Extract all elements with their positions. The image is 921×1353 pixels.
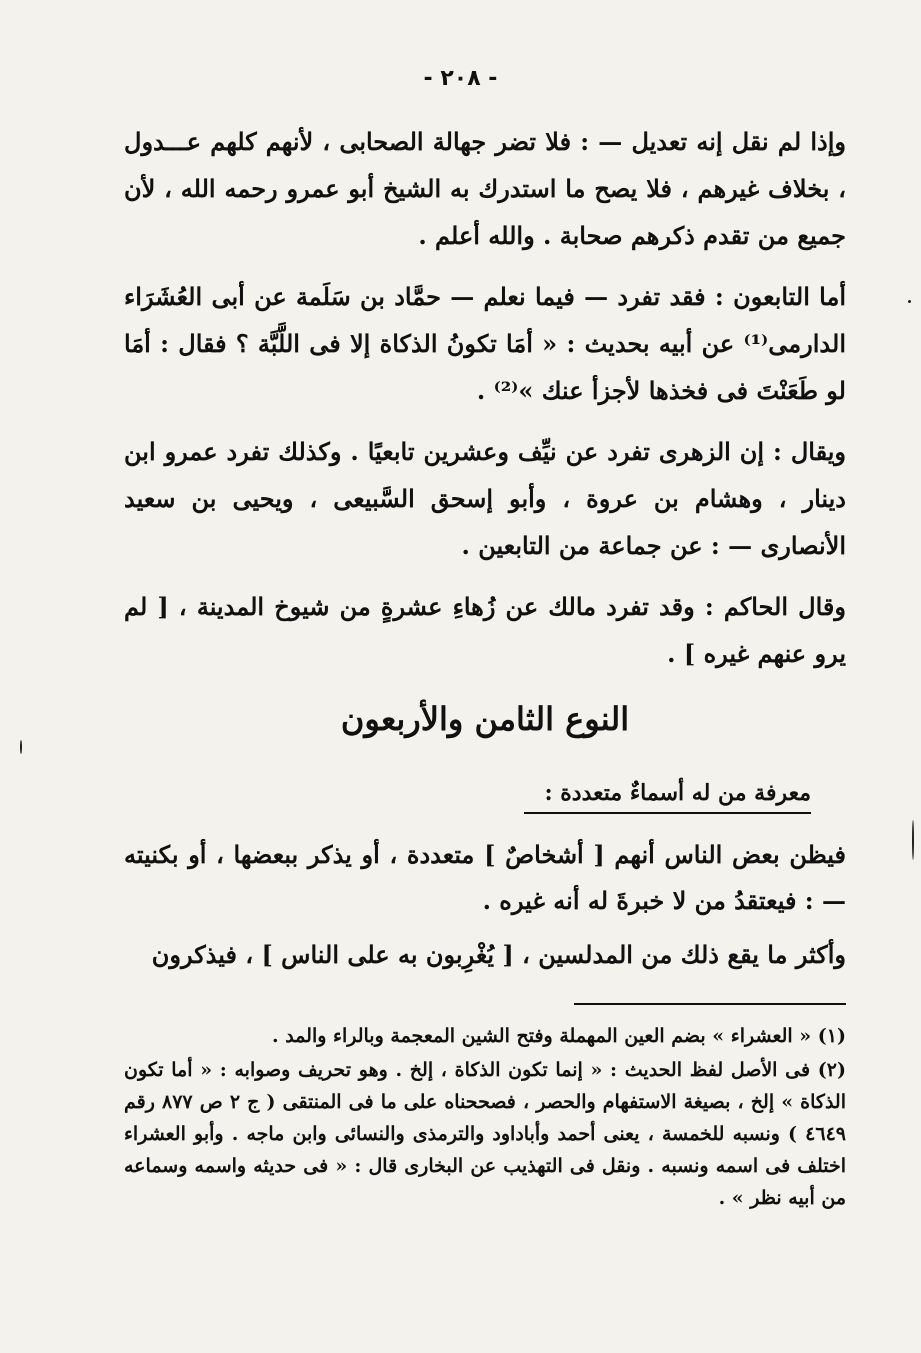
footnote: (١) « العشراء » بضم العين المهملة وفتح الشين المعجمة وبالراء والمد . bbox=[271, 1025, 846, 1047]
paragraph: فيظن بعض الناس أنهم [ أشخاصٌ ] متعددة ، أو يذكر ببعضها ، أو بكنيته — : فيعتقدُ من لا خبرةَ له أنه غيره . bbox=[124, 840, 846, 915]
footnote-divider bbox=[574, 1003, 846, 1005]
scan-speck bbox=[20, 740, 22, 754]
main-text bbox=[124, 118, 846, 691]
paragraph: ويقال : إن الزهرى تفرد عن نيِّف وعشرين تابعيًا . وكذلك تفرد عمرو ابن دينار ، وهشام بن عروة ، وأبو إسحق السَّبيعى ، ويحيى بن سعيد الأنصارى — : عن جماعة من التابعين . bbox=[124, 437, 846, 560]
paragraph: وأكثر ما يقع ذلك من المدلسين ، [ يُغْرِبون به على الناس ] ، فيذكرون bbox=[151, 940, 846, 969]
paragraph: وإذا لم نقل إنه تعديل — : فلا تضر جهالة الصحابى ، لأنهم كلهم عـــدول ، بخلاف غيرهم ، فلا يصح ما استدرك به الشيخ أبو عمرو رحمه الله ، لأن جميع من تقدم ذكرهم صحابة . والله أعلم . bbox=[124, 127, 846, 250]
paragraph: أما التابعون : فقد تفرد — فيما نعلم — حمَّاد بن سَلَمة عن أبى العُشَرَاء الدارمى⁽¹⁾ عن أبيه بحديث : « أمَا تكونُ الذكاة إلا فى اللَّبَّة ؟ فقال : أمَا لو طَعَنْتَ فى فخذها لأجزأ عنك »⁽²⁾ . bbox=[124, 282, 846, 405]
scan-speck bbox=[912, 820, 914, 860]
section-text bbox=[124, 832, 846, 986]
footnotes bbox=[124, 1020, 846, 1216]
page-number: - ٢٠٨ - bbox=[423, 66, 498, 91]
scan-speck bbox=[908, 300, 911, 303]
footnote: (٢) فى الأصل لفظ الحديث : « إنما تكون الذكاة ، إلخ . وهو تحريف وصوابه : « أما تكون الذكاة » إلخ ، بصيغة الاستفهام والحصر ، فصححناه على ما فى المنتقى ( ج ٢ ص ٨٧٧ رقم ٤٦٤٩ ) ونسبه للخمسة ، يعنى أحمد وأباداود والترمذى والنسائى وابن ماجه . وأبو العشراء اختلف فى اسمه ونسبه . ونقل فى التهذيب عن البخارى قال : « فى حديثه واسمه وسماعه من أبيه نظر » . bbox=[124, 1059, 847, 1209]
section-heading: النوع الثامن والأربعون bbox=[340, 700, 630, 738]
section-subheading: معرفة من له أسماءٌ متعددة : bbox=[524, 780, 811, 814]
paragraph: وقال الحاكم : وقد تفرد مالك عن زُهاءِ عشرةٍ من شيوخ المدينة ، [ لم يرو عنهم غيره ] . bbox=[124, 592, 846, 668]
